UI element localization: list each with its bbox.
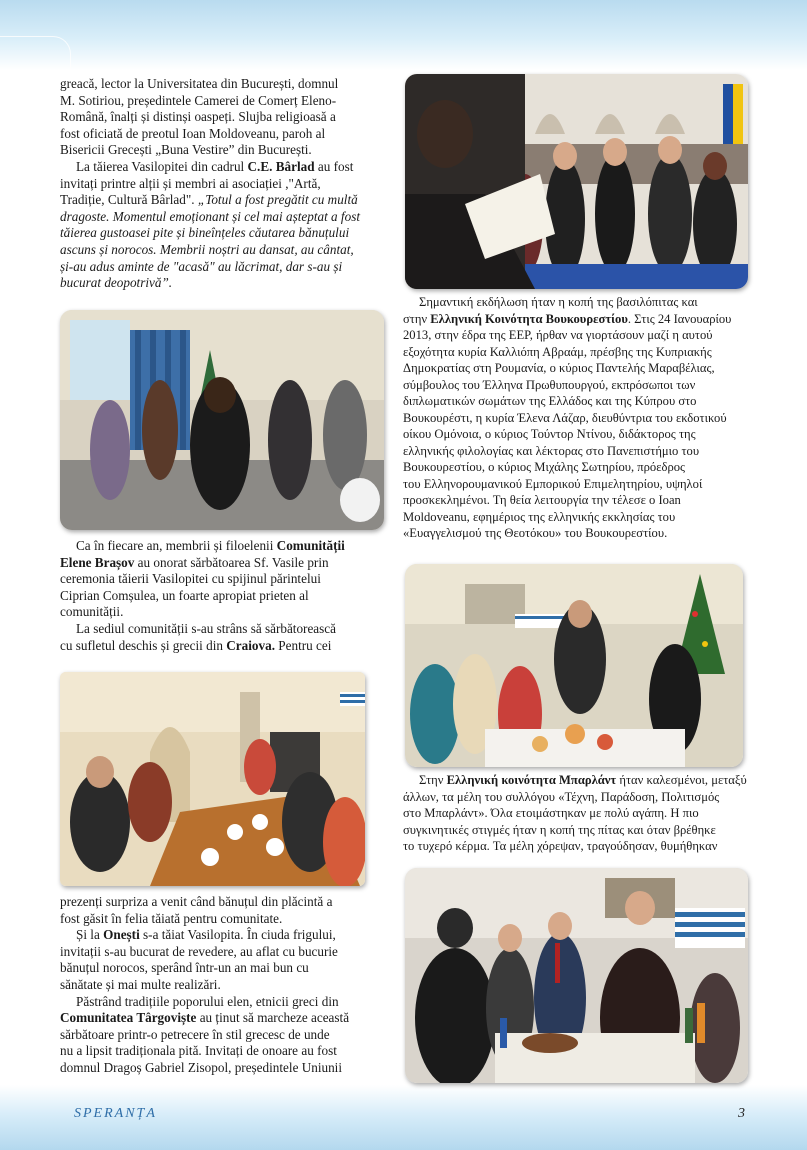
photo-targoviste-blessing	[405, 868, 748, 1083]
text-line: au ținut să marcheze această	[196, 1010, 350, 1026]
paragraph-targoviste	[60, 994, 376, 1077]
text-line: στην	[403, 311, 431, 326]
text-line: στο Μπαρλάντ». Όλα ετοιμάστηκαν με πολύ αγάπη. Η πιο	[403, 806, 699, 820]
text-line: Ciprian Comșulea, un foarte apropiat prieten al	[60, 587, 309, 603]
text-line: greacă, lector la Universitatea din București, domnul	[60, 76, 339, 91]
text-line: το τυχερό κέρμα. Τα μέλη χόρεψαν, τραγούδησαν, θυμήθηκαν	[403, 839, 718, 853]
text-line: Română, înalți și distinși oaspeți. Slujba religioasă a	[60, 109, 336, 125]
header-decoration	[0, 36, 71, 77]
text-line: M. Sotiriou, președintele Camerei de Comerț Eleno-	[60, 92, 337, 108]
bold-text: Comunității	[276, 538, 345, 553]
text-line: sărbătoare printr-o petrecere în stil grecesc de unde	[60, 1026, 330, 1042]
bold-text: Comunitatea Târgoviște	[60, 1010, 197, 1026]
left-text-block-2	[60, 538, 376, 654]
italic-quote: bucurat deopotrivă”.	[60, 275, 173, 291]
italic-quote: dragoste. Momentul emoționant și cel mai așteptat a fost	[60, 208, 360, 224]
text-line: Păstrând tradițiile poporului elen, etnicii greci din	[76, 993, 339, 1009]
text-line: La tăierea Vasilopitei din cadrul	[76, 158, 248, 174]
text-line: Tradiție, Cultură Bârlad".	[60, 192, 198, 208]
header-band	[0, 0, 807, 70]
photo-bucharest-ceremony	[405, 74, 748, 289]
paragraph-greek-bucharest	[403, 294, 748, 542]
text-line: invitații s-au bucurat de revedere, au aflat cu bucurie	[60, 943, 338, 959]
italic-quote: ascuns și norocos. Membrii noștri au dansat, au cântat,	[60, 241, 354, 257]
text-line: Βουκουρέστι, η κυρία Έλενα Λάζαρ, διευθύντρια του εκδοτικού	[403, 410, 727, 425]
text-line: ceremonia tăierii Vasilopitei cu spijinul părintelui	[60, 571, 321, 587]
photo-craiova-table	[60, 672, 365, 886]
text-line: Pentru cei	[275, 637, 332, 653]
right-text-block-1	[403, 294, 748, 542]
text-line: invitați printre alții și membri ai asociației ,"Artă,	[60, 175, 321, 191]
text-line: . Στις 24 Ιανουαρίου	[627, 311, 732, 326]
bold-text: C.E. Bârlad	[247, 158, 315, 174]
text-line: Și la	[76, 927, 104, 943]
italic-quote: „Totul a fost pregătit cu multă	[197, 192, 358, 208]
text-line: Δημοκρατίας στη Ρουμανία, ο κύριος Παντελής Μαραβέλιας,	[403, 361, 715, 375]
text-line: cu sufletul deschis și grecii din	[60, 637, 227, 653]
text-line: άλλων, τα μέλη του συλλόγου «Τέχνη, Παράδοση, Πολιτισμός	[403, 789, 720, 804]
text-line: comunității.	[60, 604, 124, 620]
text-line: Βουκουρεστίου, ο κύριος Μιχάλης Σωτηρίου, πρόεδρος	[403, 460, 686, 474]
italic-quote: tăierea gustoasei pite și bineînțeles căutarea bănuțului	[60, 225, 350, 241]
text-line: nu a lipsit tradiționala pită. Invitați de onoare au fost	[60, 1043, 337, 1059]
text-line: Moldoveanu, εφημέριος της ελληνικής εκκλησίας του	[403, 509, 676, 524]
text-line: ήταν καλεσμένοι, μεταξύ	[616, 773, 747, 787]
text-line: 2013, στην έδρα της ΕΕΡ, ήρθαν να γιορτάσουν μαζί η αυτού	[403, 328, 713, 342]
paragraph-brasov	[60, 538, 376, 621]
craiova-image	[60, 672, 365, 886]
bucharest-image	[405, 74, 748, 289]
text-line: «Ευαγγελισμού της Θεοτόκου» του Βουκουρεστίου.	[403, 526, 668, 540]
page-number: 3	[738, 1106, 745, 1121]
paragraph-presidents	[60, 76, 376, 159]
paragraph-craiova	[60, 621, 376, 654]
text-line: Σημαντική εκδήλωση ήταν η κοπή της βασιλόπιτας και	[419, 295, 698, 309]
photo-barlad-dance	[60, 310, 384, 530]
left-text-block-3	[60, 894, 376, 1077]
text-line: fost găsit în felia tăiată pentru comunitate.	[60, 910, 283, 926]
text-line: συγκινητικές στιγμές ήταν η κοπή της πίτας και όταν βρέθηκε	[403, 822, 716, 837]
text-line: prezenți surpriza a venit când bănuțul din plăcintă a	[60, 894, 333, 909]
bold-text: Elene Brașov	[60, 554, 135, 570]
text-line: fost oficiată de preotul Ioan Moldoveanu, paroh al	[60, 125, 326, 141]
text-line: au fost	[314, 158, 354, 174]
photo-barlad-cake-cutting	[405, 564, 743, 767]
magazine-title: SPERANȚA	[74, 1106, 157, 1121]
text-line: Ca în fiecare an, membrii și filoelenii	[76, 538, 277, 553]
text-line: La sediul comunității s-au strâns să sărbătorească	[76, 620, 336, 636]
text-line: προσκεκλημένοι. Τη θεία λειτουργία την τέλεσε ο Ioan	[403, 493, 681, 507]
text-line: domnul Dragoș Gabriel Zisopol, președintele Uniunii	[60, 1059, 343, 1075]
paragraph-onesti	[60, 927, 376, 993]
left-text-block-1	[60, 76, 376, 292]
text-line: Bisericii Grecești „Buna Vestire” din București.	[60, 142, 312, 158]
targoviste-image	[405, 868, 748, 1083]
paragraph-greek-barlad	[403, 772, 748, 855]
bold-text: Onești	[103, 927, 140, 943]
text-line: σύμβουλος του Έλληνα Πρωθυπουργού, εκπρόσωποι των	[403, 377, 696, 392]
text-line: s-a tăiat Vasilopita. În ciuda frigului,	[139, 927, 336, 943]
bold-text: Craiova.	[226, 637, 275, 653]
paragraph-coin	[60, 894, 376, 927]
text-line: bănuțul norocos, sperând într-un an mai bun cu	[60, 960, 309, 976]
right-text-block-2	[403, 772, 748, 855]
paragraph-barlad	[60, 159, 376, 292]
text-line: του Ελληνορουμανικού Εμπορικού Επιμελητηρίου, υψηλοί	[403, 476, 703, 491]
text-line: διπλωματικών σωμάτων της Ελλάδος και της Κύπρου στο	[403, 394, 697, 408]
barlad-cake-image	[405, 564, 743, 767]
text-line: εξοχότητα κυρία Καλλιόπη Αβραάμ, πρέσβης της Κυπριακής	[403, 344, 712, 359]
text-line: Στην	[419, 773, 447, 787]
text-line: οίκου Ομόνοια, ο κύριος Τούντορ Ντίνου, διδάκτορος της	[403, 427, 696, 441]
bold-text: Ελληνική κοινότητα Μπαρλάντ	[446, 773, 617, 787]
text-line: au onorat sărbătoarea Sf. Vasile prin	[134, 554, 329, 570]
text-line: ελληνικής φιλολογίας και λέκτορας στο Πανεπιστήμιο του	[403, 443, 700, 458]
bold-text: Ελληνική Κοινότητα Βουκουρεστίου	[430, 311, 628, 326]
dance-image	[60, 310, 384, 530]
italic-quote: și-au adus aminte de "acasă" au lăcrimat, dar s-au și	[60, 258, 343, 274]
text-line: sănătate și mai multe realizări.	[60, 976, 221, 992]
